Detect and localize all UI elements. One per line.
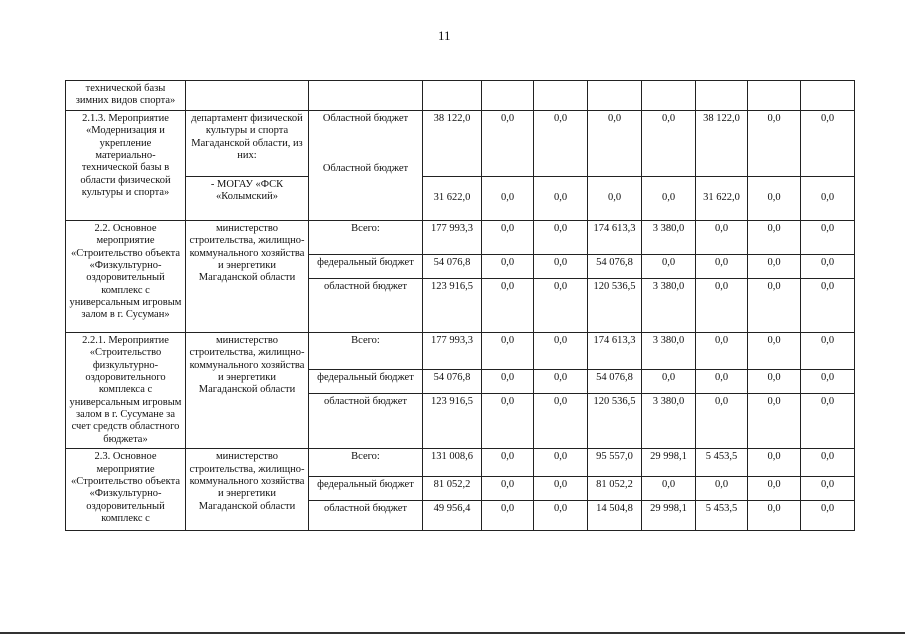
amount-cell: 0,0: [534, 110, 588, 176]
amount-cell: 177 993,3: [423, 220, 482, 254]
measure-name: 2.3. Основное мероприятие «Строительство объекта «Физкультурно-оздоровительный комплекс с: [66, 449, 186, 531]
amount-cell: 54 076,8: [588, 369, 642, 394]
responsible-org: министерство строительства, жилищно-коммунального хозяйства и энергетики Магаданской области: [186, 449, 309, 531]
responsible-org: департамент физической культуры и спорта Магаданской области, из них:: [186, 110, 309, 176]
amount-cell: 3 380,0: [642, 394, 696, 449]
amount-cell: 0,0: [482, 394, 534, 449]
amount-cell: 0,0: [801, 501, 855, 531]
amount-cell: 31 622,0: [423, 176, 482, 220]
amount-cell: 5 453,5: [696, 501, 748, 531]
amount-cell: 0,0: [801, 394, 855, 449]
amount-cell: 0,0: [748, 254, 801, 278]
amount-cell: 0,0: [482, 332, 534, 369]
funding-source: областной бюджет: [309, 394, 423, 449]
amount-cell: 0,0: [482, 369, 534, 394]
amount-cell: 177 993,3: [423, 332, 482, 369]
amount-cell: 0,0: [748, 220, 801, 254]
table-row: [66, 81, 855, 111]
amount-cell: 123 916,5: [423, 278, 482, 332]
amount-cell: 3 380,0: [642, 332, 696, 369]
page-bottom-rule: [0, 632, 905, 634]
table-row: [66, 332, 855, 369]
page-number: 11: [438, 28, 451, 43]
amount-cell: 0,0: [748, 369, 801, 394]
amount-cell: [534, 81, 588, 111]
measure-name: 2.1.3. Мероприятие «Модернизация и укрепление материально-технической базы в области физической культуры и спорта»: [66, 110, 186, 220]
amount-cell: 0,0: [748, 449, 801, 477]
amount-cell: 3 380,0: [642, 220, 696, 254]
amount-cell: 0,0: [534, 501, 588, 531]
amount-cell: [423, 81, 482, 111]
amount-cell: 0,0: [696, 220, 748, 254]
amount-cell: 0,0: [696, 477, 748, 501]
table-row: [66, 110, 855, 176]
amount-cell: 0,0: [748, 110, 801, 176]
amount-cell: 49 956,4: [423, 501, 482, 531]
amount-cell: 0,0: [534, 477, 588, 501]
amount-cell: 0,0: [748, 278, 801, 332]
amount-cell: 0,0: [642, 254, 696, 278]
responsible-org: - МОГАУ «ФСК «Колымский»: [186, 176, 309, 220]
table-row: [66, 449, 855, 477]
amount-cell: 0,0: [534, 220, 588, 254]
amount-cell: 0,0: [534, 332, 588, 369]
amount-cell: [642, 81, 696, 111]
responsible-org: [186, 81, 309, 111]
amount-cell: 0,0: [748, 176, 801, 220]
amount-cell: 95 557,0: [588, 449, 642, 477]
funding-source: федеральный бюджет: [309, 477, 423, 501]
amount-cell: 0,0: [748, 501, 801, 531]
amount-cell: 0,0: [482, 110, 534, 176]
amount-cell: 0,0: [534, 449, 588, 477]
amount-cell: 54 076,8: [423, 369, 482, 394]
table-row: [66, 220, 855, 254]
amount-cell: 0,0: [642, 176, 696, 220]
funding-source: Всего:: [309, 220, 423, 254]
measure-name: 2.2.1. Мероприятие «Строительство физкультурно-оздоровительного комплекса с универсальным игровым залом в г. Сусумане за счет средств областного бюджета»: [66, 332, 186, 448]
measure-name: 2.2. Основное мероприятие «Строительство объекта «Физкультурно-оздоровительный комплекс с универсальным игровым залом в г. Сусуман»: [66, 220, 186, 332]
amount-cell: 54 076,8: [423, 254, 482, 278]
amount-cell: 0,0: [696, 332, 748, 369]
amount-cell: [588, 81, 642, 111]
amount-cell: 0,0: [482, 220, 534, 254]
table-body: [66, 81, 855, 531]
amount-cell: 0,0: [748, 394, 801, 449]
amount-cell: 0,0: [801, 369, 855, 394]
amount-cell: 0,0: [642, 110, 696, 176]
amount-cell: 131 008,6: [423, 449, 482, 477]
amount-cell: 0,0: [801, 220, 855, 254]
amount-cell: 0,0: [696, 369, 748, 394]
amount-cell: 0,0: [642, 477, 696, 501]
amount-cell: 174 613,3: [588, 220, 642, 254]
amount-cell: 0,0: [534, 176, 588, 220]
amount-cell: 81 052,2: [588, 477, 642, 501]
amount-cell: 29 998,1: [642, 449, 696, 477]
amount-cell: 0,0: [588, 176, 642, 220]
funding-source-top: Областной бюджет: [322, 112, 409, 124]
amount-cell: 3 380,0: [642, 278, 696, 332]
amount-cell: 0,0: [696, 254, 748, 278]
funding-source: областной бюджет: [309, 278, 423, 332]
funding-source: федеральный бюджет: [309, 369, 423, 394]
amount-cell: 0,0: [482, 278, 534, 332]
amount-cell: 0,0: [748, 332, 801, 369]
amount-cell: 0,0: [482, 477, 534, 501]
amount-cell: 0,0: [534, 369, 588, 394]
amount-cell: 0,0: [801, 477, 855, 501]
amount-cell: 0,0: [642, 369, 696, 394]
amount-cell: 0,0: [534, 394, 588, 449]
funding-source: областной бюджет: [309, 501, 423, 531]
amount-cell: 0,0: [534, 254, 588, 278]
amount-cell: 0,0: [696, 278, 748, 332]
funding-source: федеральный бюджет: [309, 254, 423, 278]
amount-cell: [696, 81, 748, 111]
amount-cell: 5 453,5: [696, 449, 748, 477]
amount-cell: 123 916,5: [423, 394, 482, 449]
amount-cell: 0,0: [801, 176, 855, 220]
amount-cell: 54 076,8: [588, 254, 642, 278]
funding-source: [309, 81, 423, 111]
amount-cell: 0,0: [801, 332, 855, 369]
amount-cell: 174 613,3: [588, 332, 642, 369]
amount-cell: 120 536,5: [588, 278, 642, 332]
amount-cell: [801, 81, 855, 111]
funding-source: Всего:: [309, 449, 423, 477]
amount-cell: 81 052,2: [423, 477, 482, 501]
amount-cell: 0,0: [801, 254, 855, 278]
amount-cell: 38 122,0: [696, 110, 748, 176]
amount-cell: [482, 81, 534, 111]
funding-source-bottom: Областной бюджет: [322, 163, 409, 175]
amount-cell: 14 504,8: [588, 501, 642, 531]
responsible-org: министерство строительства, жилищно-коммунального хозяйства и энергетики Магаданской области: [186, 332, 309, 448]
responsible-org: министерство строительства, жилищно-коммунального хозяйства и энергетики Магаданской области: [186, 220, 309, 332]
amount-cell: 38 122,0: [423, 110, 482, 176]
amount-cell: 0,0: [482, 176, 534, 220]
amount-cell: 0,0: [801, 449, 855, 477]
amount-cell: 31 622,0: [696, 176, 748, 220]
amount-cell: 0,0: [696, 394, 748, 449]
amount-cell: 0,0: [748, 477, 801, 501]
amount-cell: 0,0: [534, 278, 588, 332]
amount-cell: 120 536,5: [588, 394, 642, 449]
funding-source: [309, 110, 423, 220]
amount-cell: [748, 81, 801, 111]
amount-cell: 0,0: [801, 110, 855, 176]
amount-cell: 0,0: [588, 110, 642, 176]
amount-cell: 0,0: [482, 501, 534, 531]
amount-cell: 0,0: [801, 278, 855, 332]
amount-cell: 0,0: [482, 449, 534, 477]
budget-table: [65, 80, 855, 531]
amount-cell: 29 998,1: [642, 501, 696, 531]
amount-cell: 0,0: [482, 254, 534, 278]
funding-source: Всего:: [309, 332, 423, 369]
measure-name: технической базы зимних видов спорта»: [66, 81, 186, 111]
